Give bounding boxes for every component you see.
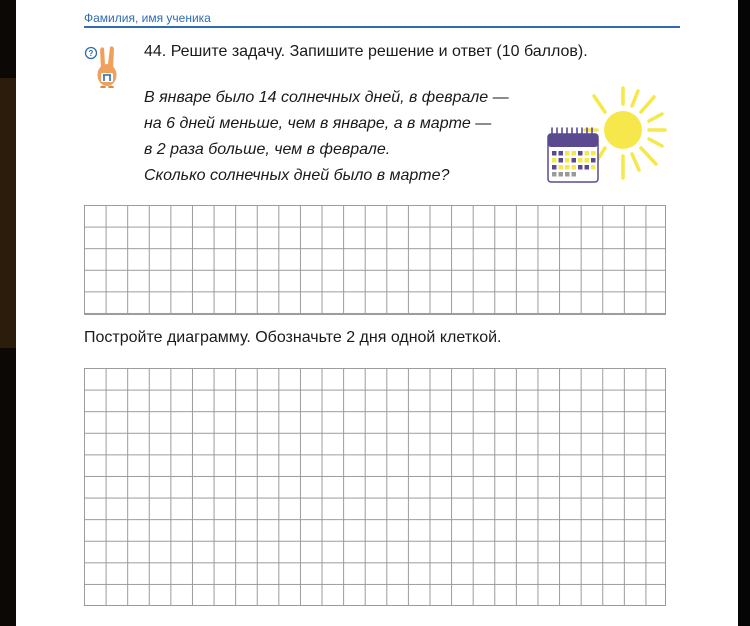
- problem-line: В январе было 14 солнечных дней, в феврале —: [144, 89, 509, 106]
- problem-line: в 2 раза больше, чем в феврале.: [144, 141, 391, 158]
- student-name-label: Фамилия, имя ученика: [84, 11, 211, 25]
- photo-edge-right: [738, 0, 750, 626]
- solution-grid[interactable]: [84, 205, 666, 315]
- problem-line: на 6 дней меньше, чем в январе, а в марте —: [144, 115, 492, 132]
- diagram-instruction: Постройте диаграмму. Обозначьте 2 дня одной клеткой.: [84, 329, 502, 346]
- task-title-text: 44. Решите задачу. Запишите решение и ответ: [144, 43, 492, 60]
- task-points: (10 баллов).: [496, 43, 588, 60]
- photo-edge-left-shadow: [0, 78, 16, 348]
- sun-calendar-illustration: [528, 82, 668, 187]
- problem-line: Сколько солнечных дней было в марте?: [144, 167, 450, 184]
- worksheet-page: [16, 0, 738, 626]
- mascot-icon: [84, 44, 124, 88]
- problem-text: [144, 85, 544, 189]
- student-name-line: [84, 10, 680, 28]
- diagram-grid[interactable]: [84, 368, 666, 606]
- calendar-icon: [548, 128, 598, 182]
- task-title: [144, 43, 588, 61]
- svg-text:?: ?: [88, 49, 94, 58]
